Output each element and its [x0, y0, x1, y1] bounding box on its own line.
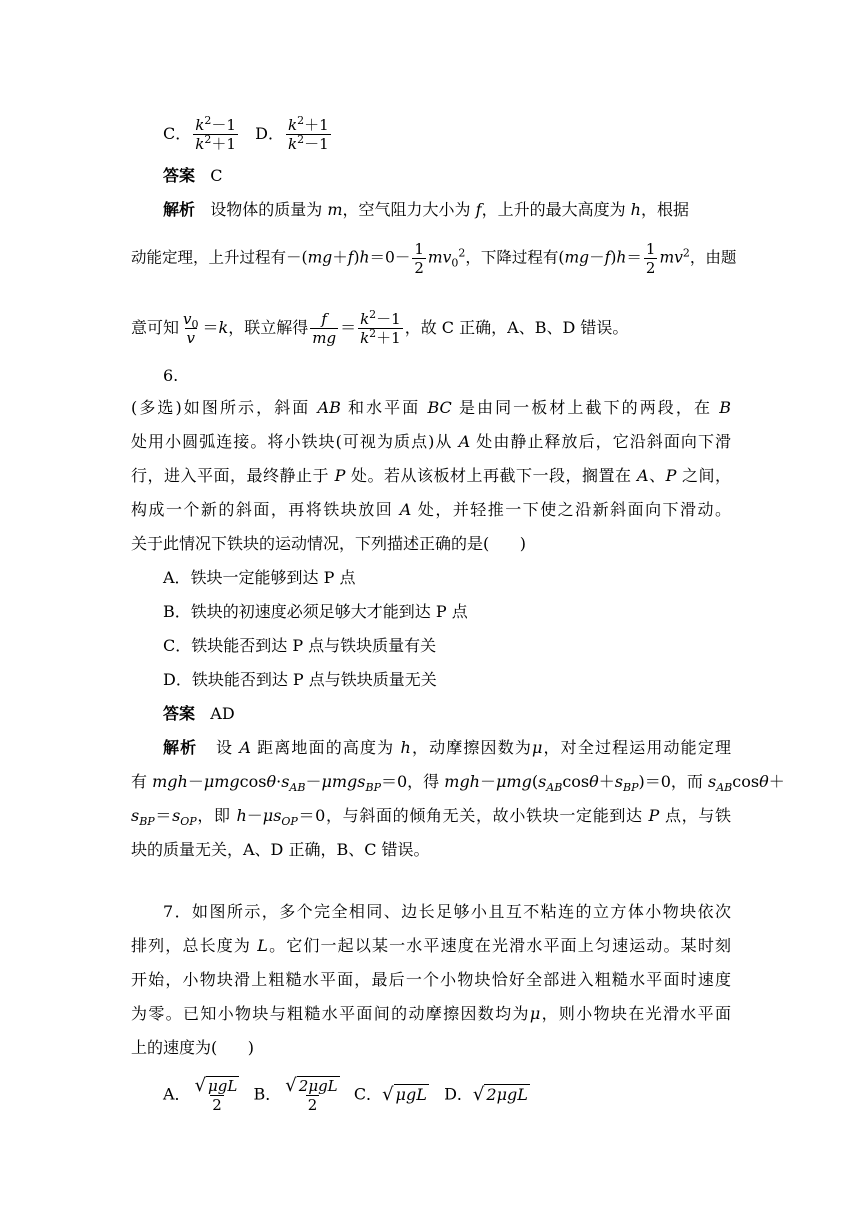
q6-stem-line1: (多选)如图所示，斜面 AB 和水平面 BC 是由同一板材上截下的两段，在 B [131, 398, 731, 417]
q5-analysis-line2: 动能定理，上升过程有－(mg＋f)h＝0－ $\frac{1}{2}$ $mv_0^2$，下降过程有(mg－f)h＝ $\frac{1}{2}$ $mv^2$，由题 [131, 240, 737, 277]
q5-answer-value: C [210, 166, 223, 185]
q6-analysis-line2: 有 $mgh-\mu mgcos\theta\cdot s_{AB}-\mu mgs_{BP}=0$，得 $mgh-\mu mg(s_{AB}\cos\theta+s_{BP})=0$，而 $s_{AB}\cos\theta+$ [131, 772, 785, 795]
q6-option-a: A．铁块一定能够到达 P 点 [163, 568, 356, 587]
q6-analysis-line3: $s_{BP}=s_{OP}$，即 $h-\mu s_{OP}=0$，与斜面的倾角无关，故小铁块一定能到达 P 点，与铁 [131, 806, 731, 829]
q6-option-b: B．铁块的初速度必须足够大才能到达 P 点 [163, 602, 468, 621]
q5-option-c-label: C． [163, 124, 192, 143]
q7-option-c-label: C． [353, 1084, 383, 1104]
q6-option-c: C．铁块能否到达 P 点与铁块质量有关 [163, 636, 437, 655]
q5-option-c-fraction: $\frac{k^2-1}{k^2+1}$ [195, 114, 236, 153]
q7-option-b-fraction: $\frac{\text{√ 2μgL}}{2}$ [285, 1075, 338, 1114]
q6-stem-line4: 构成一个新的斜面，再将铁块放回 A 处，并轻推一下使之沿新斜面向下滑动。 [131, 500, 731, 519]
q7-stem-line2: 排列，总长度为 L。它们一起以某一水平速度在光滑水平面上匀速运动。某时刻 [131, 936, 731, 955]
q5-options [163, 116, 763, 153]
q6-analysis-line4: 块的质量无关，A、D 正确，B、C 错误。 [131, 840, 430, 859]
q6-number: 6. [163, 366, 179, 385]
q5-analysis-line3: 意可知 $\frac{v_0}{v}$ ＝k，联立解得 $\frac{f}{mg}$ ＝ $\frac{k^2-1}{k^2+1}$ ，故 C 正确，A、B、D 错误。 [131, 308, 629, 347]
q7-stem-line3: 开始，小物块滑上粗糙水平面，最后一个小物块恰好全部进入粗糙水平面时速度 [131, 970, 731, 989]
q7-stem-line4: 为零。已知小物块与粗糙水平面间的动摩擦因数均为μ，则小物块在光滑水平面 [131, 1004, 731, 1023]
q6-option-d: D．铁块能否到达 P 点与铁块质量无关 [163, 670, 437, 689]
q7-option-a-fraction: $\frac{\text{√ μgL}}{2}$ [194, 1075, 238, 1114]
q7-option-a-label: A． [163, 1084, 191, 1104]
q5-answer [163, 164, 763, 188]
q7-option-d-expr: √ 2μgL [472, 1084, 528, 1105]
q6-stem-line3: 行，进入平面，最终静止于 P 处。若从该板材上再截下一段，搁置在 A、P 之间， [131, 466, 731, 485]
q5-analysis-label: 解析 [163, 200, 196, 219]
q5-analysis-line1: 解析 设物体的质量为 m，空气阻力大小为 f，上升的最大高度为 h，根据 [163, 200, 689, 219]
q6-answer-value: AD [210, 704, 235, 723]
q7-stem-line5: 上的速度为( ) [131, 1038, 255, 1057]
q7-option-d-label: D． [444, 1084, 473, 1104]
q5-answer-label: 答案 [163, 166, 196, 185]
q7-option-c-expr: √ μgL [382, 1084, 427, 1105]
q5-option-d-fraction: $\frac{k^2+1}{k^2-1}$ [288, 114, 329, 153]
q6-analysis-line1: 解析 设 A 距离地面的高度为 h，动摩擦因数为μ，对全过程运用动能定理 [163, 738, 731, 757]
q6-analysis-label: 解析 [163, 738, 198, 757]
q7-stem-line1: 7．如图所示，多个完全相同、边长足够小且互不粘连的立方体小物块依次 [163, 902, 731, 921]
q5-option-d-label: D． [255, 124, 284, 143]
q6-answer [163, 702, 763, 726]
q6-answer-label: 答案 [163, 704, 196, 723]
q6-stem-line2: 处用小圆弧连接。将小铁块(可视为质点)从 A 处由静止释放后，它沿斜面向下滑 [131, 432, 731, 451]
q6-stem-line5: 关于此情况下铁块的运动情况，下列描述正确的是( ) [131, 534, 527, 553]
q7-options [163, 1076, 763, 1114]
q7-option-b-label: B． [253, 1084, 282, 1104]
